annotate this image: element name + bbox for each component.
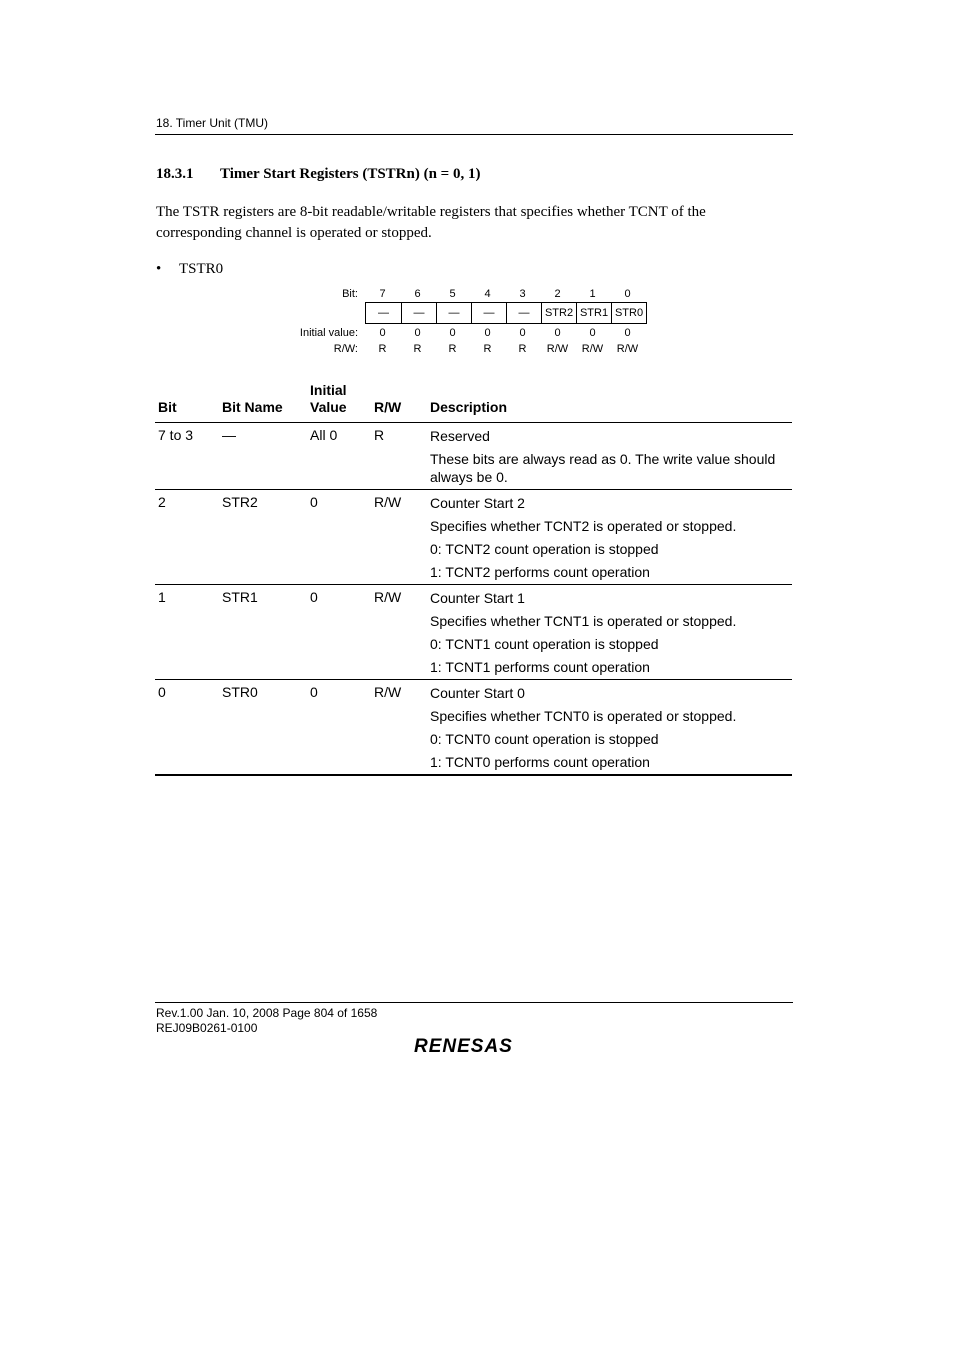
register-bit-fields (365, 302, 647, 324)
section-title (156, 166, 480, 183)
running-head: 18. Timer Unit (TMU) (156, 116, 269, 130)
rw-row-label: R/W: (333, 343, 358, 355)
description-line: 1: TCNT0 performs count operation (430, 754, 650, 770)
description-line: 0: TCNT0 count operation is stopped (430, 731, 659, 747)
header-initial-value (310, 382, 347, 416)
header-rw: R/W (374, 399, 402, 415)
bit-number-2: 5 (449, 288, 456, 300)
footer-rule (155, 1002, 793, 1003)
description-line: Specifies whether TCNT0 is operated or stopped. (430, 708, 737, 724)
rw-value-3: R (483, 343, 492, 355)
header-initial-line2: Value (310, 399, 347, 415)
cell-initial-value: 0 (310, 494, 318, 510)
table-row (155, 490, 792, 585)
cell-bit-name: STR2 (222, 494, 258, 510)
rw-value-1: R (413, 343, 422, 355)
section-heading: Timer Start Registers (TSTRn) (n = 0, 1) (220, 166, 481, 182)
description-line: Counter Start 1 (430, 590, 525, 606)
bit-number-1: 6 (414, 288, 421, 300)
rw-value-7: R/W (616, 343, 639, 355)
rw-value-2: R (448, 343, 457, 355)
bit-field-3: — (471, 303, 506, 323)
description-line: 1: TCNT1 performs count operation (430, 659, 650, 675)
initial-row-label: Initial value: (299, 327, 358, 339)
description-line: 0: TCNT2 count operation is stopped (430, 541, 659, 557)
bit-number-0: 7 (379, 288, 386, 300)
bit-field-0: — (378, 307, 389, 319)
description-line: Specifies whether TCNT1 is operated or stopped. (430, 613, 737, 629)
footer-doc-number: REJ09B0261-0100 (156, 1021, 258, 1035)
cell-rw: R/W (374, 494, 402, 510)
bit-field-1: — (401, 303, 436, 323)
section-number: 18.3.1 (156, 166, 194, 182)
cell-bit-name: STR1 (222, 589, 258, 605)
header-bit-name: Bit Name (222, 399, 283, 415)
bit-field-7: STR0 (611, 303, 646, 323)
cell-initial-value: 0 (310, 589, 318, 605)
rw-value-6: R/W (581, 343, 604, 355)
bullet-dot: • (156, 261, 162, 277)
cell-description (430, 490, 792, 584)
bit-row-label: Bit: (342, 288, 358, 300)
cell-rw: R/W (374, 684, 402, 700)
cell-bit: 2 (158, 494, 166, 510)
initial-value-3: 0 (484, 327, 491, 339)
cell-bit-name: — (222, 427, 236, 443)
logo-text: RENESAS (414, 1036, 513, 1056)
bit-description-table (155, 380, 792, 776)
header-bit: Bit (158, 399, 177, 415)
rw-value-5: R/W (546, 343, 569, 355)
initial-value-4: 0 (519, 327, 526, 339)
header-initial-line1: Initial (310, 382, 347, 398)
bullet-text: TSTR0 (179, 261, 224, 277)
bullet-item (156, 261, 223, 278)
bit-field-6: STR1 (576, 303, 611, 323)
bit-number-3: 4 (484, 288, 491, 300)
bit-number-4: 3 (519, 288, 526, 300)
table-row (155, 423, 792, 490)
table-body (155, 423, 792, 776)
initial-value-0: 0 (379, 327, 386, 339)
bit-field-4: — (506, 303, 541, 323)
cell-description (430, 585, 792, 679)
table-row (155, 585, 792, 680)
table-row (155, 680, 792, 776)
bit-number-7: 0 (624, 288, 631, 300)
header-description: Description (430, 399, 508, 415)
cell-initial-value: All 0 (310, 427, 338, 443)
description-line: Counter Start 0 (430, 685, 525, 701)
initial-value-2: 0 (449, 327, 456, 339)
table-header (155, 380, 792, 423)
description-line: These bits are always read as 0. The write value should always be 0. (430, 451, 776, 485)
cell-description (430, 680, 792, 774)
cell-bit: 1 (158, 589, 166, 605)
rw-value-4: R (518, 343, 527, 355)
initial-value-5: 0 (554, 327, 561, 339)
bit-field-5: STR2 (541, 303, 576, 323)
bit-field-2: — (436, 303, 471, 323)
cell-description (430, 423, 792, 489)
cell-initial-value: 0 (310, 684, 318, 700)
description-line: 0: TCNT1 count operation is stopped (430, 636, 659, 652)
cell-rw: R (374, 427, 385, 443)
footer-revision: Rev.1.00 Jan. 10, 2008 Page 804 of 1658 (156, 1006, 378, 1020)
intro-paragraph: The TSTR registers are 8-bit readable/writable registers that specifies whether TCNT of the corresponding channel is operated or stopped. (156, 204, 706, 241)
bit-number-6: 1 (589, 288, 596, 300)
description-line: 1: TCNT2 performs count operation (430, 564, 650, 580)
cell-bit: 7 to 3 (158, 427, 194, 443)
cell-rw: R/W (374, 589, 402, 605)
cell-bit: 0 (158, 684, 166, 700)
description-line: Counter Start 2 (430, 495, 525, 511)
description-line: Reserved (430, 428, 490, 444)
initial-value-6: 0 (589, 327, 596, 339)
initial-value-7: 0 (624, 327, 631, 339)
header-rule (155, 134, 793, 135)
initial-value-1: 0 (414, 327, 421, 339)
cell-bit-name: STR0 (222, 684, 258, 700)
bit-number-5: 2 (554, 288, 561, 300)
renesas-logo (414, 1034, 534, 1056)
rw-value-0: R (378, 343, 387, 355)
description-line: Specifies whether TCNT2 is operated or stopped. (430, 518, 737, 534)
